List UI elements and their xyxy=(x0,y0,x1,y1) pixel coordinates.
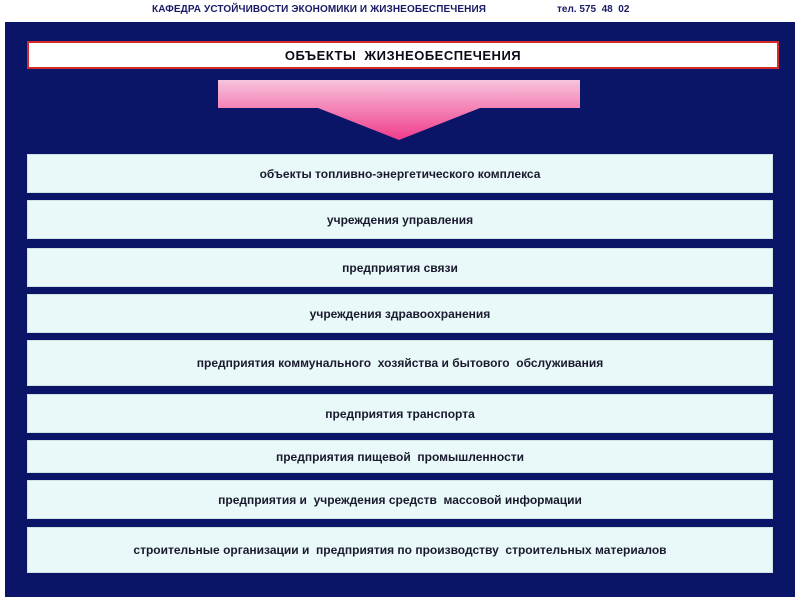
list-item-label: объекты топливно-энергетического комплекса xyxy=(259,166,541,181)
list-item xyxy=(27,200,773,239)
list-item xyxy=(27,248,773,287)
slide-title-box xyxy=(27,41,779,69)
list-item-label: учреждения управления xyxy=(326,212,474,227)
list-item xyxy=(27,527,773,573)
list-item xyxy=(27,480,773,519)
list-item-label: предприятия и учреждения средств массовой информации xyxy=(218,492,582,507)
down-arrow-icon xyxy=(218,80,580,140)
list-item-label: учреждения здравоохранения xyxy=(309,306,491,321)
department-name: КАФЕДРА УСТОЙЧИВОСТИ ЭКОНОМИКИ И ЖИЗНЕОБЕСПЕЧЕНИЯ xyxy=(152,4,487,15)
list-item-label: предприятия коммунального хозяйства и бытового обслуживания xyxy=(196,356,604,370)
list-item-label: предприятия транспорта xyxy=(325,406,475,421)
list-item xyxy=(27,440,773,473)
phone-number: тел. 575 48 02 xyxy=(557,4,630,15)
list-item xyxy=(27,394,773,433)
slide-title: ОБЪЕКТЫ ЖИЗНЕОБЕСПЕЧЕНИЯ xyxy=(284,47,522,63)
list-item-label: строительные организации и предприятия по производству строительных материалов xyxy=(133,543,667,557)
list-item-label: предприятия связи xyxy=(342,260,458,275)
list-item xyxy=(27,294,773,333)
header-bar xyxy=(0,0,800,22)
list-item xyxy=(27,154,773,193)
list-item-label: предприятия пищевой промышленности xyxy=(275,449,525,464)
list-item xyxy=(27,340,773,386)
